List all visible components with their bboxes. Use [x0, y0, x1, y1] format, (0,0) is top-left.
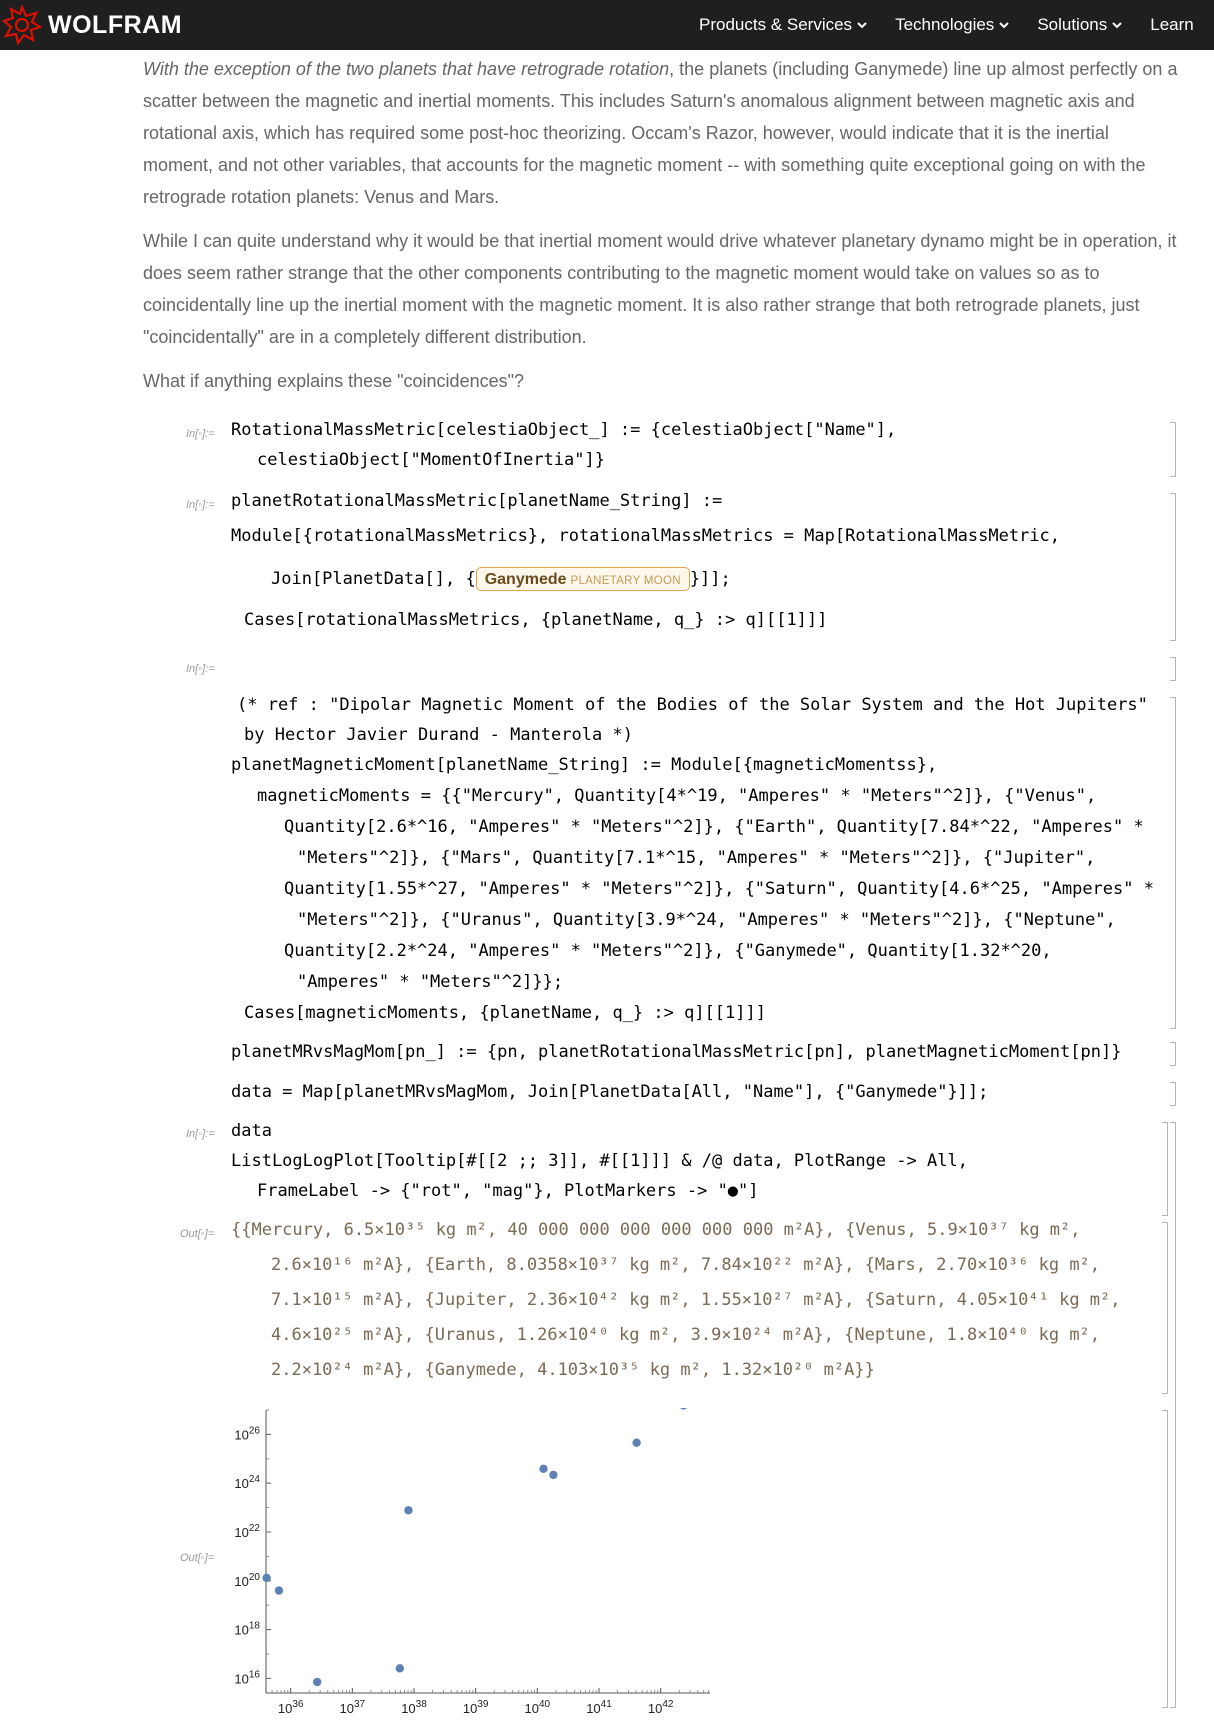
y-tick-label: $10^{20}$ [234, 1571, 260, 1589]
ganymede-entity-box[interactable] [476, 567, 690, 591]
data-point-jupiter[interactable] [679, 1408, 687, 1410]
output-line[interactable]: 2.2×10²⁴ m²A}, {Ganymede, 4.103×10³⁵ kg m², 1.32×10²⁰ m²A}} [271, 1360, 875, 1380]
code-line[interactable]: celestiaObject["MomentOfInertia"]} [257, 450, 605, 470]
paragraph-text: , the planets (including Ganymede) line up almost perfectly on a scatter between the magnetic and inertial moments. This includes Saturn's anomalous alignment between magnetic axis and rotational axis, which has required some post-hoc theorizing. Occam's Razor, however, would indicate that it is the inertial moment, and not other variables, that accounts for the magnetic moment -- with something quite exceptional going on with the retrograde rotation planets: Venus and Mars. [143, 59, 1178, 207]
code-line[interactable]: planetMRvsMagMom[pn_] := {pn, planetRotationalMassMetric[pn], planetMagneticMoment[pn]} [231, 1042, 1122, 1062]
output-line[interactable]: 2.6×10¹⁶ m²A}, {Earth, 8.0358×10³⁷ kg m², 7.84×10²² m²A}, {Mars, 2.70×10³⁶ kg m², [271, 1255, 1101, 1275]
cell-bracket[interactable] [1170, 422, 1176, 477]
output-line[interactable]: 4.6×10²⁵ m²A}, {Uranus, 1.26×10⁴⁰ kg m², 3.9×10²⁴ m²A}, {Neptune, 1.8×10⁴⁰ kg m², [271, 1325, 1101, 1345]
cell-group-bracket[interactable] [1170, 1122, 1176, 1708]
code-line[interactable]: Module[{rotationalMassMetrics}, rotationalMassMetrics = Map[RotationalMassMetric, [231, 526, 1061, 546]
code-line[interactable]: Quantity[1.55*^27, "Amperes" * "Meters"^2]}, {"Saturn", Quantity[4.6*^25, "Amperes" * [284, 879, 1154, 899]
cell-bracket[interactable] [1170, 1082, 1176, 1106]
entity-type: PLANETARY MOON [570, 575, 681, 587]
cell-bracket[interactable] [1170, 697, 1176, 1029]
article-body [143, 50, 1183, 409]
data-point-mercury[interactable] [275, 1586, 283, 1594]
paragraph-1 [143, 53, 1183, 213]
output-line[interactable]: {{Mercury, 6.5×10³⁵ kg m², 40 000 000 000 000 000 000 m²A}, {Venus, 5.9×10³⁷ kg m², [231, 1220, 1081, 1240]
input-label: In[◦]:= [186, 499, 215, 511]
loglog-scatter-plot[interactable] [210, 1408, 730, 1718]
x-tick-label: $10^{39}$ [462, 1699, 489, 1716]
code-fragment: }]]; [689, 569, 731, 589]
nav-label: Solutions [1037, 15, 1108, 34]
data-point-earth[interactable] [404, 1506, 412, 1514]
code-line[interactable]: data = Map[planetMRvsMagMom, Join[PlanetData[All, "Name"], {"Ganymede"}]]; [231, 1082, 989, 1102]
nav-products-services[interactable] [699, 15, 867, 35]
brand-name: WOLFRAM [48, 10, 183, 39]
top-nav-bar [0, 0, 1214, 50]
code-line[interactable]: (* ref : "Dipolar Magnetic Moment of the Bodies of the Solar System and the Hot Jupiters" [237, 695, 1148, 715]
code-line[interactable]: planetMagneticMoment[planetName_String] := Module[{magneticMomentss}, [231, 755, 938, 775]
y-tick-label: $10^{22}$ [234, 1522, 260, 1540]
entity-name: Ganymede [484, 571, 567, 588]
code-line[interactable]: planetRotationalMassMetric[planetName_String] := [231, 491, 723, 511]
code-line[interactable] [271, 567, 731, 591]
nav-technologies[interactable] [895, 15, 1009, 35]
y-tick-label: $10^{18}$ [234, 1620, 260, 1638]
chevron-down-icon [1112, 20, 1122, 30]
cell-bracket[interactable] [1170, 1042, 1176, 1066]
cell-bracket[interactable] [1162, 1222, 1168, 1394]
cell-bracket[interactable] [1162, 1122, 1168, 1216]
code-line[interactable]: by Hector Javier Durand - Manterola *) [244, 725, 633, 745]
input-label: In[◦]:= [186, 428, 215, 440]
code-line[interactable]: data [231, 1121, 272, 1141]
x-tick-label: $10^{42}$ [647, 1699, 674, 1716]
x-tick-label: $10^{36}$ [277, 1699, 304, 1716]
code-line[interactable]: "Meters"^2]}, {"Mars", Quantity[7.1*^15, "Amperes" * "Meters"^2]}, {"Jupiter", [297, 848, 1096, 868]
wolfram-logo[interactable] [2, 4, 182, 46]
code-line[interactable]: magneticMoments = {{"Mercury", Quantity[4*^19, "Amperes" * "Meters"^2]}, {"Venus", [257, 786, 1097, 806]
output-label: Out[◦]= [180, 1228, 215, 1240]
code-fragment: Join[PlanetData[], { [271, 569, 476, 589]
wolfram-spikey-icon [2, 5, 42, 45]
code-line[interactable]: "Amperes" * "Meters"^2]}}; [297, 972, 564, 992]
data-point-saturn[interactable] [632, 1438, 640, 1446]
paragraph-2: While I can quite understand why it would be that inertial moment would drive whatever planetary dynamo might be in operation, it does seem rather strange that the other components contributing to the magnetic moment would take on values so as to coincidentally line up the inertial moment with the magnetic moment. It is also rather strange that both retrograde planets, just "coincidentally" are in a completely different distribution. [143, 231, 1177, 347]
paragraph-3: What if anything explains these "coincidences"? [143, 371, 524, 391]
cell-bracket[interactable] [1170, 657, 1176, 681]
code-line[interactable]: Cases[rotationalMassMetrics, {planetName, q_} :> q][[1]]] [244, 610, 828, 630]
data-point-neptune[interactable] [549, 1471, 557, 1479]
code-line[interactable]: RotationalMassMetric[celestiaObject_] := {celestiaObject["Name"], [231, 420, 897, 440]
code-line[interactable]: ListLogLogPlot[Tooltip[#[[2 ;; 3]], #[[1]]] & /@ data, PlotRange -> All, [231, 1151, 968, 1171]
nav-solutions[interactable] [1037, 15, 1122, 35]
data-point-uranus[interactable] [539, 1465, 547, 1473]
y-tick-label: $10^{26}$ [234, 1425, 260, 1443]
code-line[interactable]: FrameLabel -> {"rot", "mag"}, PlotMarkers -> "●"] [257, 1181, 759, 1201]
input-label: In[◦]:= [186, 1128, 215, 1140]
y-tick-label: $10^{24}$ [234, 1474, 260, 1492]
nav-label: Technologies [895, 15, 995, 34]
data-point-ganymede[interactable] [262, 1574, 270, 1582]
nav-label: Products & Services [699, 15, 853, 34]
chevron-down-icon [999, 20, 1009, 30]
y-tick-label: $10^{16}$ [234, 1669, 260, 1687]
cell-bracket[interactable] [1162, 1410, 1168, 1708]
code-line[interactable]: Quantity[2.2*^24, "Amperes" * "Meters"^2]}, {"Ganymede", Quantity[1.32*^20, [284, 941, 1052, 961]
x-tick-label: $10^{40}$ [524, 1699, 551, 1716]
x-tick-label: $10^{41}$ [586, 1699, 612, 1716]
data-point-venus[interactable] [396, 1664, 404, 1672]
code-line[interactable]: Quantity[2.6*^16, "Amperes" * "Meters"^2]}, {"Earth", Quantity[7.84*^22, "Amperes" * [284, 817, 1144, 837]
nav-learn[interactable] [1150, 15, 1193, 35]
output-label: Out[◦]= [180, 1552, 215, 1564]
x-tick-label: $10^{37}$ [339, 1699, 366, 1716]
emphasis-text: With the exception of the two planets that have retrograde rotation [143, 59, 670, 79]
cell-bracket[interactable] [1170, 493, 1176, 641]
input-label: In[◦]:= [186, 663, 215, 675]
nav-label: Learn [1150, 15, 1194, 34]
data-point-mars[interactable] [313, 1678, 321, 1686]
main-nav [699, 0, 1194, 50]
output-line[interactable]: 7.1×10¹⁵ m²A}, {Jupiter, 2.36×10⁴² kg m², 1.55×10²⁷ m²A}, {Saturn, 4.05×10⁴¹ kg m², [271, 1290, 1121, 1310]
code-line[interactable]: Cases[magneticMoments, {planetName, q_} :> q][[1]]] [244, 1003, 766, 1023]
chevron-down-icon [857, 20, 867, 30]
x-tick-label: $10^{38}$ [401, 1699, 427, 1716]
code-line[interactable]: "Meters"^2]}, {"Uranus", Quantity[3.9*^24, "Amperes" * "Meters"^2]}, {"Neptune", [297, 910, 1116, 930]
